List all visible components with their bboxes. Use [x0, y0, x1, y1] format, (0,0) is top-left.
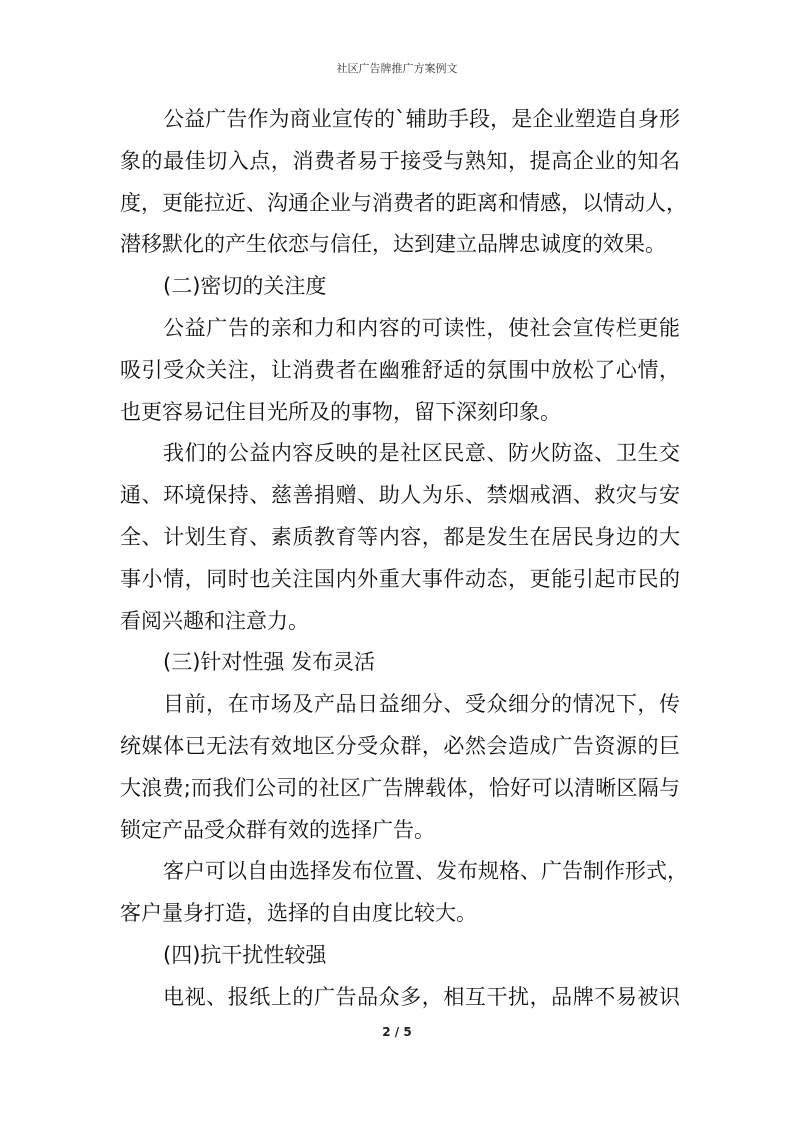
paragraph-line: 客户可以自由选择发布位置、发布规格、广告制作形式，	[163, 859, 688, 884]
paragraph-line: 全、计划生育、素质教育等内容，都是发生在居民身边的大	[120, 524, 680, 549]
paragraph-line: 也更容易记住目光所及的事物，留下深刻印象。	[120, 399, 561, 424]
paragraph-line: 象的最佳切入点，消费者易于接受与熟知，提高企业的知名	[120, 148, 680, 173]
paragraph-line: 潜移默化的产生依恋与信任，达到建立品牌忠诚度的效果。	[120, 232, 666, 257]
paragraph-line: 度，更能拉近、沟通企业与消费者的距离和情感，以情动人，	[120, 190, 687, 215]
paragraph-line: 客户量身打造，选择的自由度比较大。	[120, 901, 477, 926]
paragraph-line: 事小情，同时也关注国内外重大事件动态，更能引起市民的	[120, 566, 680, 591]
paragraph-line: 统媒体已无法有效地区分受众群，必然会造成广告资源的巨	[120, 733, 680, 758]
paragraph-line: 锁定产品受众群有效的选择广告。	[120, 817, 435, 842]
section-heading: (二)密切的关注度	[163, 274, 327, 299]
section-heading: (四)抗干扰性较强	[163, 942, 327, 967]
page-number: 2 / 5	[382, 1025, 412, 1039]
paragraph-line: 电视、报纸上的广告品众多，相互干扰，品牌不易被识	[163, 984, 680, 1009]
paragraph-line: 我们的公益内容反映的是社区民意、防火防盗、卫生交	[163, 441, 680, 466]
paragraph-line: 目前，在市场及产品日益细分、受众细分的情况下，传	[163, 692, 680, 717]
document-header-title: 社区广告牌推广方案例文	[336, 62, 458, 75]
paragraph-line: 看阅兴趣和注意力。	[120, 608, 309, 633]
paragraph-line: 公益广告的亲和力和内容的可读性，使社会宣传栏更能	[163, 315, 680, 340]
paragraph-line: 通、环境保持、慈善捐赠、助人为乐、禁烟戒酒、救灾与安	[120, 483, 680, 508]
paragraph-line: 大浪费;而我们公司的社区广告牌载体，恰好可以清晰区隔与	[120, 775, 680, 800]
paragraph-line: 公益广告作为商业宣传的`辅助手段，是企业塑造自身形	[163, 107, 680, 131]
section-heading: (三)针对性强 发布灵活	[163, 650, 376, 675]
paragraph-line: 吸引受众关注，让消费者在幽雅舒适的氛围中放松了心情，	[120, 357, 680, 382]
document-body	[120, 99, 688, 1019]
